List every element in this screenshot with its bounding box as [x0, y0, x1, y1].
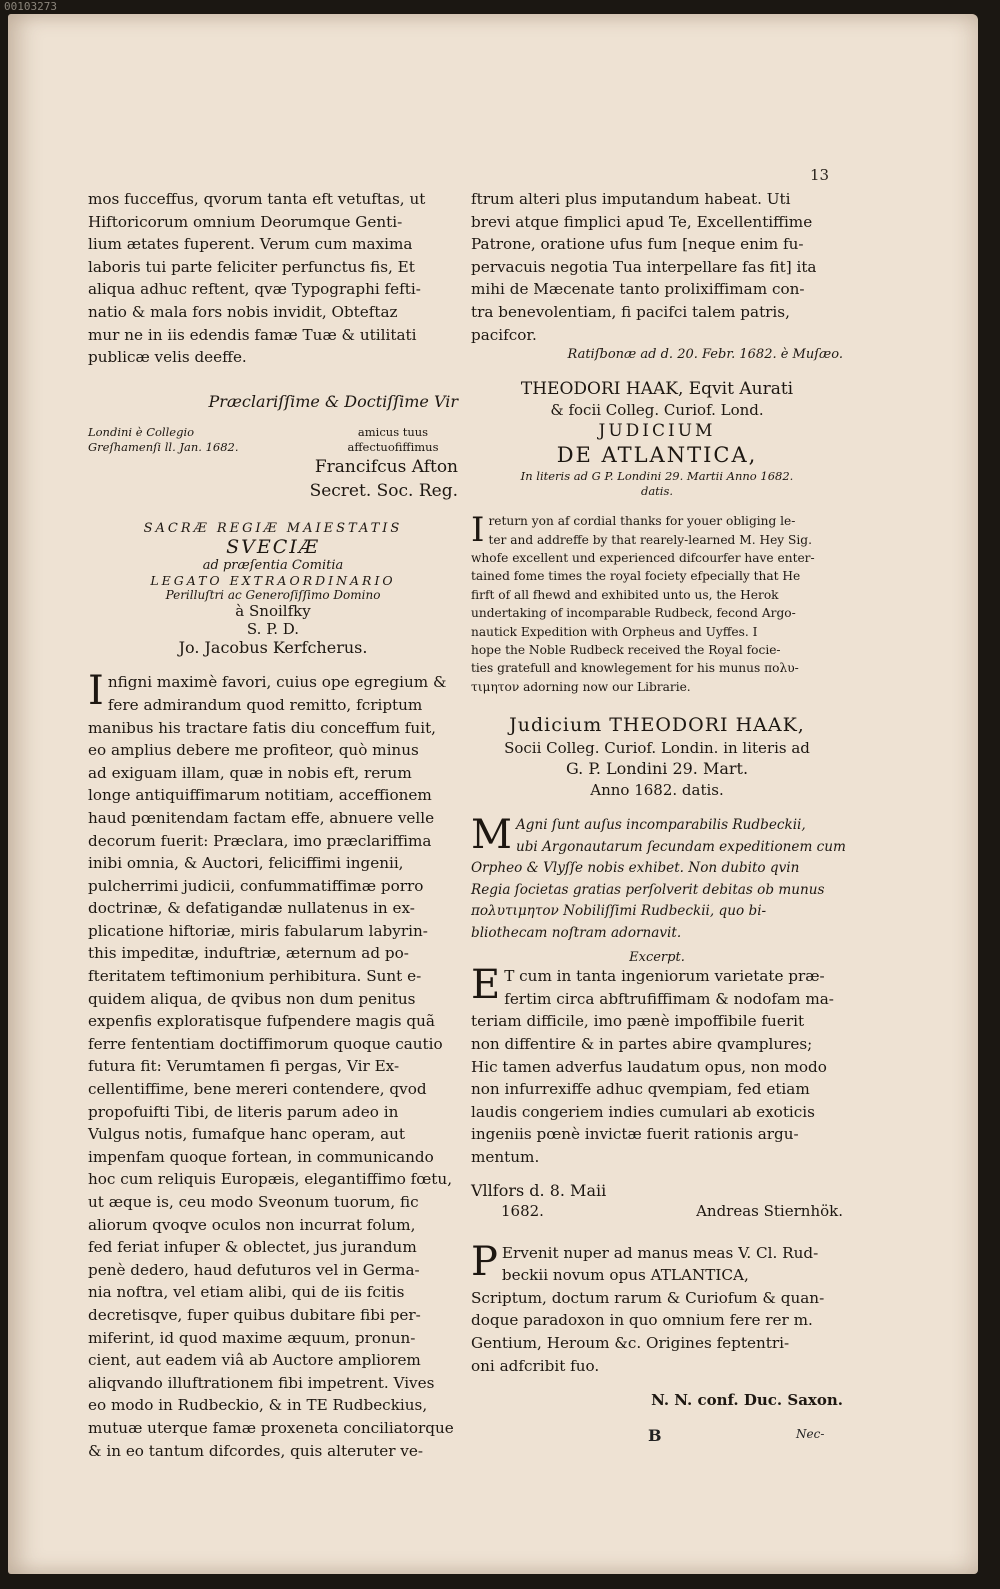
- text-line: ferre fententiam doctiffimorum quoque cautio: [88, 1034, 443, 1053]
- english-letter: [471, 512, 843, 696]
- heading-line: S. P. D.: [246, 620, 300, 639]
- text-line: undertaking of incomparable Rudbeck, fecond Argo-: [471, 606, 796, 621]
- left-column: [88, 188, 458, 1462]
- heading-line: & focii Colleg. Curiof. Lond.: [550, 401, 764, 420]
- signer-name: Francifcus Afton: [314, 457, 458, 478]
- text-line: haud pœnitendam factam effe, abnuere velle: [88, 808, 435, 827]
- drop-cap: I: [471, 510, 485, 551]
- text-line: laudis congeriem indies cumulari ab exoticis: [471, 1102, 815, 1121]
- text-line: decorum fuerit: Præclara, imo præclariffima: [88, 831, 432, 850]
- vilfors-place: Vllfors d. 8. Maii: [471, 1180, 607, 1200]
- text-line: bliothecam noſtram adornavit.: [471, 924, 682, 941]
- text-line: Vulgus notis, fumafque hanc operam, aut: [88, 1125, 406, 1144]
- text-line: plicatione hiftoriæ, miris fabularum labyrin-: [88, 921, 428, 940]
- heading-line: LEGATO EXTRAORDINARIO: [150, 573, 396, 589]
- text-line: ter and addreffe by that rearely-learned M. Hey Sig.: [488, 532, 812, 547]
- text-line: non diffentire & in partes abire qvamplures;: [471, 1035, 813, 1053]
- text-line: ubi Argonautarum ſecundam expeditionem cum: [515, 838, 846, 855]
- text-line: T cum in tanta ingeniorum varietate præ-: [504, 967, 825, 986]
- text-line: Regia ſocietas gratias perſolverit debitas ob munus: [471, 881, 825, 898]
- heading-line: G. P. Londini 29. Mart.: [565, 759, 749, 779]
- text-line: doque paradoxon in quo omnium fere rer m.: [471, 1311, 813, 1330]
- text-line: publicæ velis deeffe.: [88, 348, 247, 367]
- text-line: pulcherrimi judicii, confummatiffimæ porro: [88, 876, 424, 895]
- drop-cap: I: [88, 668, 104, 715]
- text-line: hope the Noble Rudbeck received the Royal focie-: [471, 643, 781, 657]
- text-line: miferint, id quod maxime æquum, pronun-: [88, 1328, 416, 1347]
- text-line: amicus tuus: [357, 425, 429, 440]
- letter-closing: [88, 425, 458, 455]
- drop-cap: M: [471, 812, 512, 859]
- signer-title: Secret. Soc. Reg.: [309, 481, 458, 502]
- final-signer: N. N. conf. Duc. Saxon.: [651, 1391, 843, 1410]
- text-line: cellentiffime, bene mereri contendere, qvod: [88, 1080, 427, 1099]
- text-line: mentum.: [471, 1147, 540, 1166]
- text-line: eo amplius debere me profiteor, quò minus: [88, 741, 419, 760]
- text-line: inibi omnia, & Auctori, feliciffimi ingenii,: [88, 854, 404, 873]
- vilfors-year: 1682.: [501, 1201, 544, 1220]
- text-line: fertim circa abftrufiffimam & nodofam ma-: [504, 989, 834, 1008]
- text-line: propofuifti Tibi, de literis parum adeo in: [88, 1102, 399, 1121]
- text-line: manibus his tractare fatis diu conceffum fuit,: [88, 718, 436, 737]
- text-line: brevi atque fimplici apud Te, Excellentiffime: [471, 212, 813, 231]
- final-paragraph: [471, 1238, 843, 1378]
- text-line: Agni ſunt auſus incomparabilis Rudbeckii,: [515, 817, 806, 834]
- heading-line: SACRÆ REGIÆ MAIESTATIS: [143, 521, 403, 537]
- text-line: Orpheo & Vlyſſe nobis exhibet. Non dubito qvin: [471, 860, 800, 877]
- text-line: fteritatem teftimonium perhibitura. Sunt e-: [88, 967, 422, 986]
- signature-mark: B: [648, 1426, 662, 1445]
- right-column: [471, 188, 846, 1410]
- text-line: this impeditæ, induftriæ, æternum ad po-: [88, 944, 409, 963]
- left-paragraph-2: [88, 668, 458, 1462]
- text-line: Hiftoricorum omnium Deorumque Genti-: [88, 212, 403, 231]
- heading-line: Jo. Jacobus Kerfcherus.: [178, 638, 368, 658]
- judicium-heading: [471, 712, 843, 801]
- text-line: tained fome times the royal fociety efpecially that He: [471, 569, 801, 584]
- text-line: Gentium, Heroum &c. Origines feptentri-: [471, 1333, 790, 1352]
- text-line: impenfam quoque fortean, in communicando: [88, 1147, 434, 1166]
- text-line: futura fit: Verumtamen fi pergas, Vir Ex-: [88, 1057, 400, 1076]
- text-line: Greſhamenſi ll. Jan. 1682.: [88, 440, 239, 455]
- text-line: return yon af cordial thanks for youer obliging le-: [488, 514, 796, 529]
- text-line: teriam difficile, imo pænè impoffibile fuerit: [471, 1012, 805, 1031]
- text-line: aliorum qvoqve oculos non incurrat folum,: [88, 1215, 416, 1234]
- text-line: ingeniis pœnè invictæ fuerit rationis argu-: [471, 1125, 799, 1144]
- text-line: pacifcor.: [471, 325, 537, 344]
- left-paragraph-1: [88, 188, 458, 369]
- catchword: Nec-: [796, 1427, 825, 1441]
- text-line: & in eo tantum difcordes, quis alteruter ve-: [88, 1441, 424, 1460]
- heading-line: à Snoilfky: [235, 602, 311, 621]
- heading-line: THEODORI HAAK, Eqvit Aurati: [520, 379, 794, 400]
- heading-line: SVECIÆ: [226, 536, 320, 559]
- text-line: mur ne in iis edendis famæ Tuæ & utilitati: [88, 325, 417, 344]
- text-line: Scriptum, doctum rarum & Curiofum & quan-: [471, 1288, 825, 1307]
- text-line: nia noftra, vel etiam alibi, qui de iis fcitis: [88, 1283, 405, 1302]
- vilfors-signature: [471, 1202, 843, 1220]
- text-line: ut æque is, ceu modo Sveonum tuorum, fic: [88, 1193, 419, 1211]
- text-line: mutuæ uterque famæ proxeneta conciliatorque: [88, 1418, 454, 1437]
- salutation: Præclariſſime & Doctiſſime Vir: [208, 391, 458, 411]
- text-line: doctrinæ, & defatigandæ nullatenus in ex-: [88, 899, 415, 918]
- text-line: lium ætates fuperent. Verum cum maxima: [88, 235, 413, 254]
- page-number: 13: [810, 166, 830, 184]
- excerpt-paragraph: [471, 962, 843, 1168]
- heading-line: In literis ad G P. Londini 29. Martii Anno 1682.: [520, 469, 794, 484]
- scan-code: 00103273: [4, 0, 57, 13]
- text-line: whofe excellent und experienced difcourfer have enter-: [471, 550, 815, 565]
- text-line: nfigni maximè favori, cuius ope egregium &: [107, 673, 447, 692]
- text-line: tra benevolentiam, fi pacifci talem patris,: [471, 302, 790, 321]
- book-page: [8, 14, 978, 1574]
- text-line: Hic tamen adverfus laudatum opus, non modo: [471, 1057, 827, 1076]
- text-line: ties gratefull and knowlegement for his munus πολυ-: [471, 661, 799, 676]
- text-line: hoc cum reliquis Europæis, elegantiffimo fœtu,: [88, 1170, 453, 1189]
- heading-line: Perilluſtri ac Generoſiſſimo Domino: [165, 588, 381, 603]
- text-line: beckii novum opus ATLANTICA,: [501, 1266, 749, 1285]
- text-line: nautick Expedition with Orpheus and Uyffes. I: [471, 624, 758, 639]
- text-line: cient, aut eadem viâ ab Auctore ampliorem: [88, 1351, 421, 1370]
- text-line: oni adfcribit fuo.: [471, 1356, 600, 1375]
- heading-line: JUDICIUM: [598, 421, 716, 442]
- text-line: fed feriat infuper & oblectet, jus jurandum: [88, 1238, 417, 1257]
- text-line: longe antiquiffimarum notitiam, acceffionem: [88, 786, 432, 805]
- text-line: eo modo in Rudbeckio, & in TE Rudbeckius,: [88, 1396, 428, 1415]
- heading-line: Judicium THEODORI HAAK,: [509, 714, 805, 737]
- text-line: natio & mala fors nobis invidit, Obteftaz: [88, 302, 398, 321]
- heading-line: Anno 1682. datis.: [590, 781, 724, 800]
- text-line: πολυτιμητον Nobiliſſimi Rudbeckii, quo bi-: [471, 903, 767, 920]
- text-line: firft of all fhewd and exhibited unto us, the Herok: [471, 587, 779, 602]
- text-line: fere admirandum quod remitto, fcriptum: [107, 695, 423, 714]
- dedication-heading: [88, 521, 458, 657]
- text-line: affectuofiffimus: [347, 440, 439, 455]
- heading-line: datis.: [640, 484, 674, 499]
- text-line: penè dedero, haud defuturos vel in Germa-: [88, 1260, 420, 1279]
- text-line: pervacuis negotia Tua interpellare fas fit] ita: [471, 257, 817, 276]
- text-line: ftrum alteri plus imputandum habeat. Uti: [471, 190, 791, 208]
- heading-line: ad præſentia Comitia: [202, 558, 344, 574]
- text-line: mihi de Mæcenate tanto prolixiffimam con-: [471, 280, 805, 299]
- text-line: Ervenit nuper ad manus meas V. Cl. Rud-: [501, 1243, 819, 1262]
- letter-date: Ratiſbonæ ad d. 20. Febr. 1682. è Muſæo.: [567, 347, 843, 363]
- text-line: decretisqve, fuper quibus dubitare fibi per-: [88, 1305, 421, 1324]
- text-line: Londini è Collegio: [88, 425, 195, 440]
- text-line: mos fucceffus, qvorum tanta eft vetuftas, ut: [88, 190, 426, 208]
- heading-line: Socii Colleg. Curiof. Londin. in literis ad: [504, 739, 810, 758]
- text-line: expenfis exploratisque fufpendere magis quã: [88, 1012, 435, 1031]
- heading-line: DE ATLANTICA,: [556, 443, 758, 468]
- text-line: aliqua adhuc reftent, qvæ Typographi fefti-: [88, 280, 421, 299]
- text-line: τιμητον adorning now our Librarie.: [471, 679, 691, 694]
- text-line: laboris tui parte feliciter perfunctus fis, Et: [88, 257, 415, 276]
- place-date: [88, 425, 239, 455]
- latin-judicium: [471, 812, 846, 944]
- text-line: non infurrexiffe adhuc qvempiam, fed etiam: [471, 1080, 810, 1099]
- drop-cap: E: [471, 962, 501, 1009]
- right-paragraph-1: [471, 188, 843, 346]
- friend-closing: [328, 425, 458, 455]
- text-line: ad exiguam illam, quæ in nobis eft, rerum: [88, 763, 412, 782]
- text-line: Patrone, oratione ufus fum [neque enim fu-: [471, 235, 804, 254]
- drop-cap: P: [471, 1238, 498, 1285]
- vilfors-signer: Andreas Stiernhök.: [696, 1201, 843, 1220]
- text-line: aliqvando illuftrationem fibi impetrent. Vives: [88, 1373, 435, 1392]
- text-line: quidem aliqua, de qvibus non dum penitus: [88, 989, 416, 1008]
- excerpt-heading: Excerpt.: [629, 950, 685, 966]
- haak-heading: [471, 378, 843, 498]
